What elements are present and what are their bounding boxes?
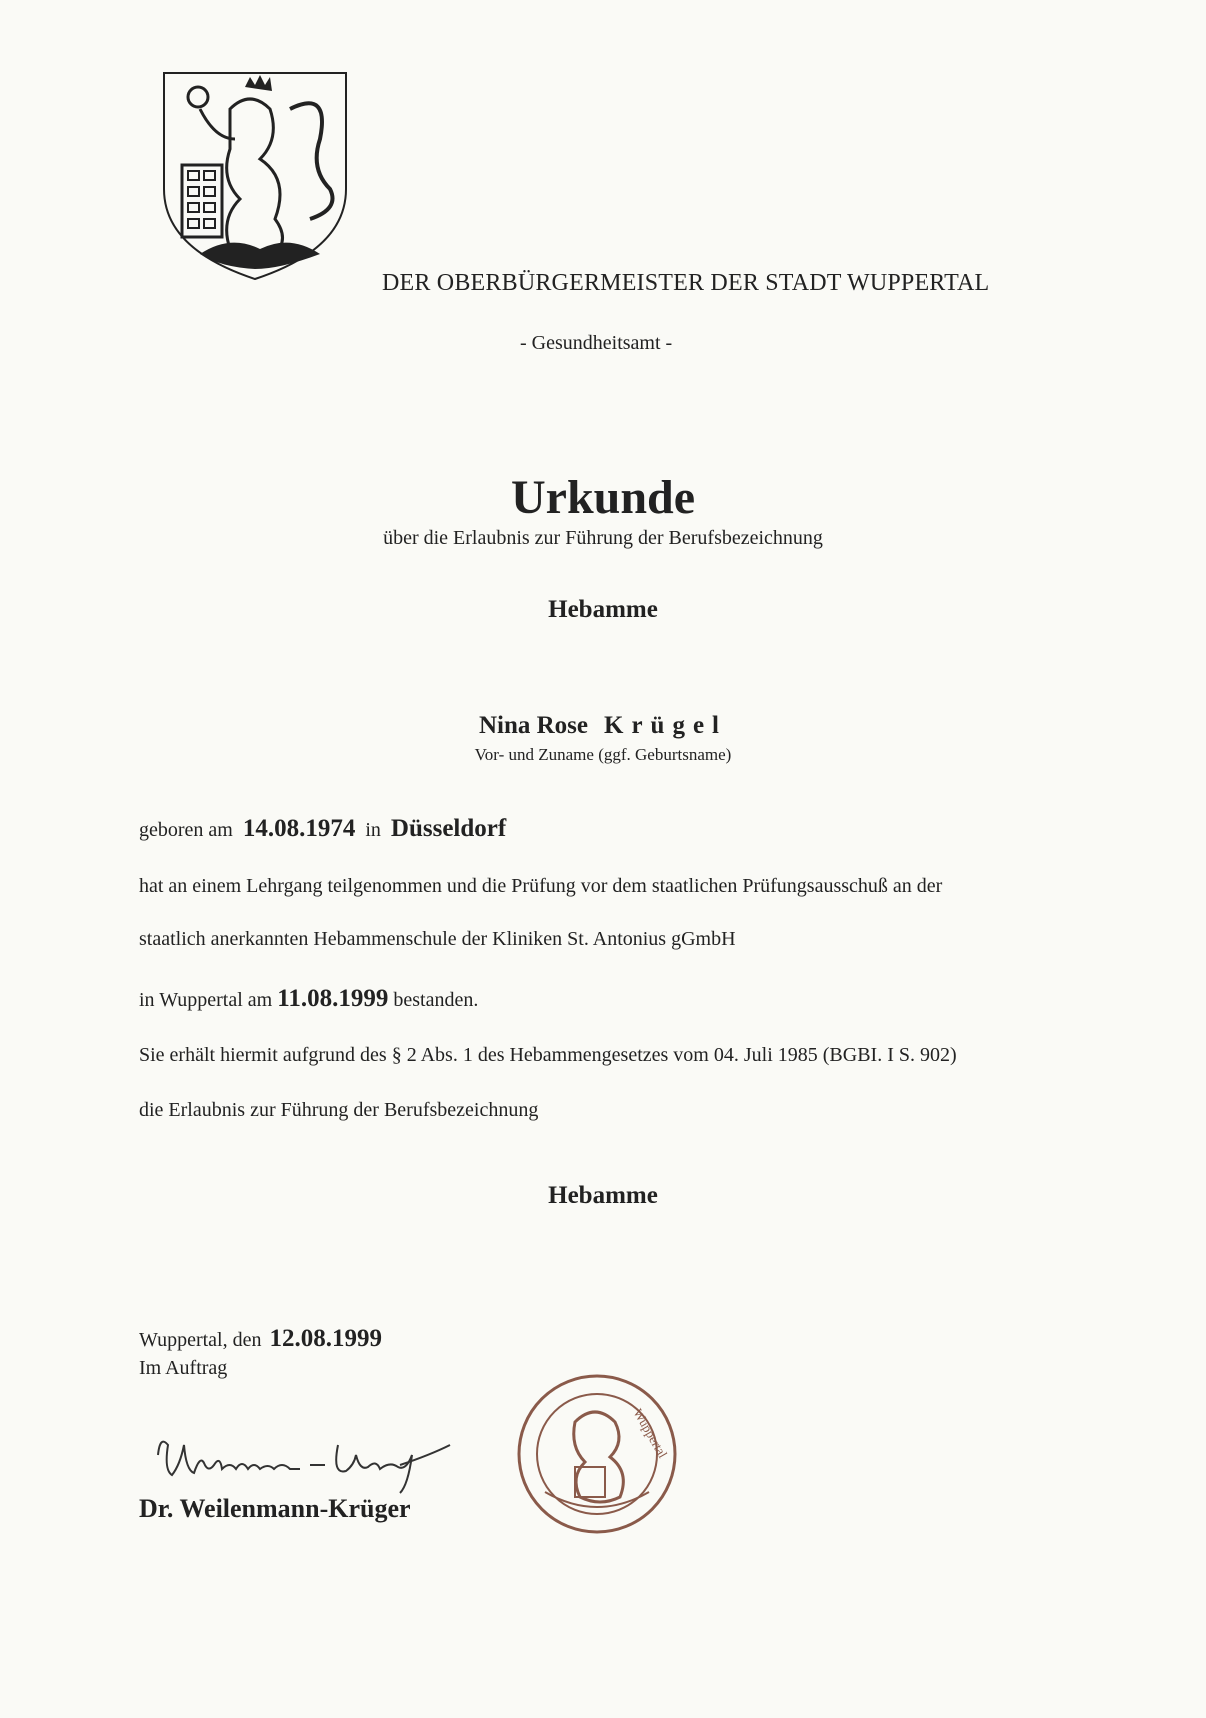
holder-name xyxy=(0,712,1206,740)
svg-text:Wuppertal: Wuppertal xyxy=(630,1406,671,1461)
coat-of-arms-icon xyxy=(160,69,350,283)
signer-name: Dr. Weilenmann-Krüger xyxy=(139,1494,411,1523)
place-date xyxy=(139,1325,382,1353)
issuing-authority: DER OBERBÜRGERMEISTER DER STADT WUPPERTAL xyxy=(382,270,990,296)
exam-prefix: in Wuppertal am xyxy=(139,989,273,1011)
issue-date: 12.08.1999 xyxy=(269,1325,382,1352)
document-title: Urkunde xyxy=(510,471,696,524)
body-line: hat an einem Lehrgang teilgenommen und die Prüfung vor dem staatlichen Prüfungsausschuß an der xyxy=(139,875,943,897)
birth-place: Düsseldorf xyxy=(390,815,507,842)
profession-title: Hebamme xyxy=(548,1182,658,1209)
exam-date: 11.08.1999 xyxy=(277,985,389,1012)
place-date-label: Wuppertal, den xyxy=(139,1329,262,1351)
exam-suffix: bestanden. xyxy=(393,989,479,1011)
exam-line xyxy=(139,985,478,1013)
born-label: geboren am xyxy=(139,819,233,841)
body-line: Sie erhält hiermit aufgrund des § 2 Abs. 1 des Hebammengesetzes vom 04. Juli 1985 (BGBI. I S. 902) xyxy=(139,1044,957,1066)
in-order-label: Im Auftrag xyxy=(139,1357,228,1379)
profession-title: Hebamme xyxy=(548,596,658,623)
body-line: die Erlaubnis zur Führung der Berufsbezeichnung xyxy=(139,1099,539,1121)
name-caption: Vor- und Zuname (ggf. Geburtsname) xyxy=(474,745,732,764)
issuing-office: - Gesundheitsamt - xyxy=(520,332,673,354)
official-seal-icon xyxy=(515,1372,680,1537)
body-line: staatlich anerkannten Hebammenschule der Kliniken St. Antonius gGmbH xyxy=(139,928,736,950)
holder-surname: Krügel xyxy=(604,712,728,739)
birth-line xyxy=(139,815,506,843)
signature-icon xyxy=(150,1425,460,1495)
document-subtitle: über die Erlaubnis zur Führung der Berufsbezeichnung xyxy=(383,527,823,549)
birth-date: 14.08.1974 xyxy=(242,815,356,842)
holder-first-names: Nina Rose xyxy=(478,712,589,739)
in-label: in xyxy=(365,819,381,841)
